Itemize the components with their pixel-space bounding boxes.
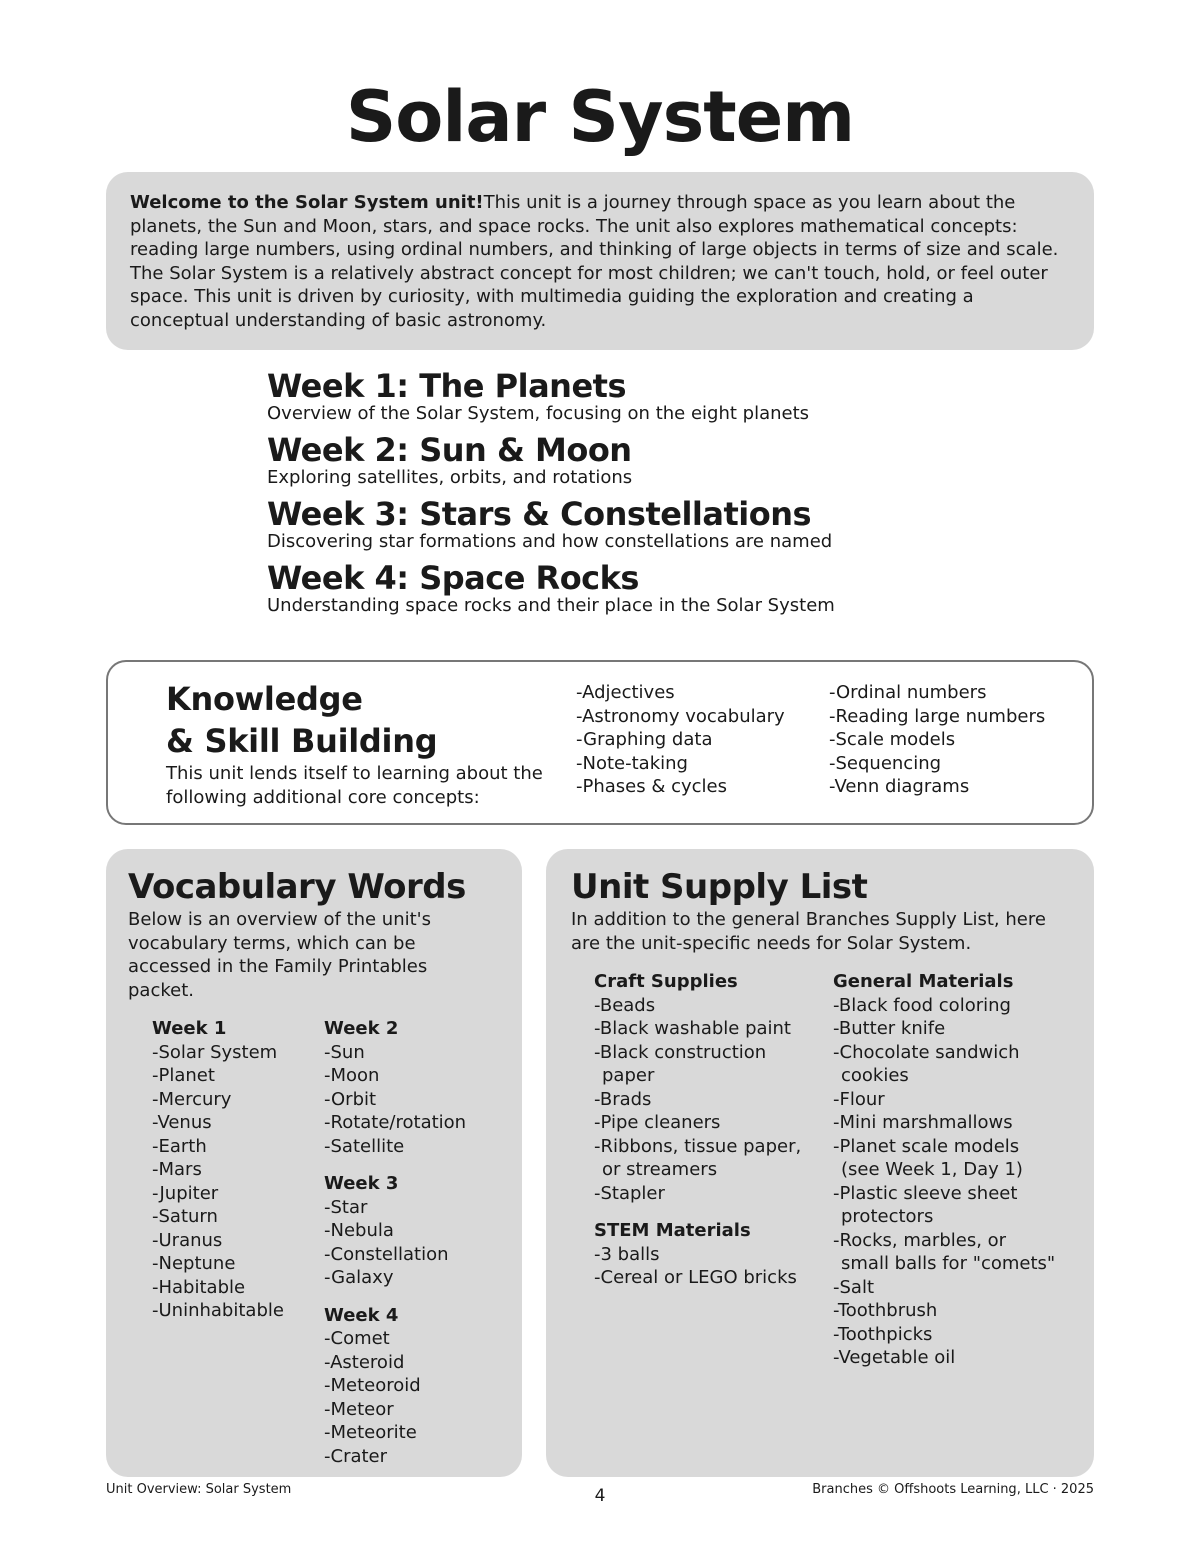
list-item: -Salt xyxy=(833,1276,875,1298)
week-title: Week 4: Space Rocks xyxy=(267,559,639,597)
list-item: -Black construction xyxy=(594,1041,767,1063)
list-item: -Galaxy xyxy=(324,1267,394,1288)
list-item: protectors xyxy=(841,1206,934,1227)
week-desc: Discovering star formations and how constellations are named xyxy=(267,531,833,552)
list-item: -Habitable xyxy=(152,1276,246,1298)
week-title: Week 3: Stars & Constellations xyxy=(267,495,812,533)
list-item: -Flour xyxy=(833,1088,885,1110)
list-item: -Mini marshmallows xyxy=(833,1112,1013,1133)
intro-box xyxy=(106,172,1094,350)
concept-item: -Sequencing xyxy=(829,752,942,774)
concept-item: -Adjectives xyxy=(576,682,675,703)
list-item: small balls for "comets" xyxy=(841,1253,1056,1274)
group-heading: Week 2 xyxy=(324,1018,399,1039)
supply-panel xyxy=(546,849,1094,1477)
ksb-concepts-col2 xyxy=(829,681,1045,799)
list-item: (see Week 1, Day 1) xyxy=(841,1159,1023,1180)
spacer xyxy=(594,1205,801,1219)
list-item: -Mars xyxy=(152,1159,202,1180)
list-item: -Saturn xyxy=(152,1206,218,1227)
list-item: -Sun xyxy=(324,1041,365,1063)
list-item: -Meteoroid xyxy=(324,1375,421,1396)
week-4 xyxy=(267,560,1027,616)
week-2 xyxy=(267,432,1027,488)
list-item: -Meteorite xyxy=(324,1422,417,1443)
list-item: -Crater xyxy=(324,1445,388,1467)
list-item: -Uranus xyxy=(152,1229,223,1251)
supply-description: In addition to the general Branches Supply List, here are the unit-specific needs for Solar System. xyxy=(571,909,1046,954)
list-item: -Rotate/rotation xyxy=(324,1112,467,1133)
vocab-col-week1 xyxy=(152,1017,284,1323)
concept-item: -Phases & cycles xyxy=(576,776,727,797)
list-item: -Solar System xyxy=(152,1041,278,1063)
supply-title: Unit Supply List xyxy=(571,867,868,907)
ksb-title xyxy=(166,678,437,762)
group-heading: Week 4 xyxy=(324,1304,399,1326)
list-item: -Jupiter xyxy=(152,1182,219,1204)
vocabulary-panel xyxy=(106,849,522,1477)
list-item: -Rocks, marbles, or xyxy=(833,1229,1007,1251)
list-item: -Black washable paint xyxy=(594,1018,791,1039)
concept-item: -Venn diagrams xyxy=(829,776,970,797)
vocab-col-weeks2-4 xyxy=(324,1017,466,1468)
list-item: -Toothpicks xyxy=(833,1323,933,1345)
list-item: or streamers xyxy=(602,1159,718,1180)
list-item: -Mercury xyxy=(152,1088,232,1110)
vocabulary-title: Vocabulary Words xyxy=(128,867,466,907)
list-item: -Chocolate sandwich xyxy=(833,1041,1020,1063)
list-item: -Cereal or LEGO bricks xyxy=(594,1267,797,1288)
list-item: paper xyxy=(602,1065,655,1086)
concept-item: -Astronomy vocabulary xyxy=(576,705,785,727)
group-heading: Week 3 xyxy=(324,1173,399,1194)
list-item: -Brads xyxy=(594,1088,652,1110)
footer-copyright: Branches © Offshoots Learning, LLC · 2025 xyxy=(812,1482,1094,1497)
weeks-overview xyxy=(267,368,1027,624)
list-item: -Ribbons, tissue paper, xyxy=(594,1135,802,1157)
supply-col-right xyxy=(833,970,1055,1370)
concept-item: -Scale models xyxy=(829,729,956,750)
page-number: 4 xyxy=(594,1486,606,1506)
group-heading: STEM Materials xyxy=(594,1220,751,1241)
list-item: -Satellite xyxy=(324,1135,405,1157)
concept-item: -Graphing data xyxy=(576,729,713,750)
list-item: cookies xyxy=(841,1065,909,1086)
spacer xyxy=(324,1158,466,1172)
concept-item: -Note-taking xyxy=(576,752,688,774)
ksb-description: This unit lends itself to learning about the following additional core concepts: xyxy=(166,763,543,808)
week-3 xyxy=(267,496,1027,552)
list-item: -Moon xyxy=(324,1065,380,1086)
list-item: -Vegetable oil xyxy=(833,1347,956,1368)
week-1 xyxy=(267,368,1027,424)
intro-bold: Welcome to the Solar System unit! xyxy=(130,192,484,213)
page-title: Solar System xyxy=(345,76,855,158)
list-item: -Meteor xyxy=(324,1398,394,1420)
knowledge-skill-box xyxy=(106,660,1094,825)
list-item: -Uninhabitable xyxy=(152,1300,284,1321)
group-heading: Week 1 xyxy=(152,1018,227,1039)
concept-item: -Ordinal numbers xyxy=(829,682,987,703)
supply-col-left xyxy=(594,970,801,1290)
list-item: -Asteroid xyxy=(324,1351,405,1373)
group-heading: General Materials xyxy=(833,971,1014,992)
week-desc: Exploring satellites, orbits, and rotations xyxy=(267,467,633,488)
list-item: -Planet xyxy=(152,1065,215,1086)
list-item: -Star xyxy=(324,1196,368,1218)
week-desc: Understanding space rocks and their place in the Solar System xyxy=(267,595,835,616)
list-item: -Constellation xyxy=(324,1243,449,1265)
list-item: -3 balls xyxy=(594,1243,660,1265)
concept-item: -Reading large numbers xyxy=(829,705,1046,727)
footer-unit-label: Unit Overview: Solar System xyxy=(106,1482,292,1497)
list-item: -Venus xyxy=(152,1112,212,1133)
list-item: -Toothbrush xyxy=(833,1300,938,1321)
ksb-title-line2: & Skill Building xyxy=(166,722,438,760)
week-desc: Overview of the Solar System, focusing on the eight planets xyxy=(267,403,810,424)
list-item: -Butter knife xyxy=(833,1018,946,1039)
list-item: -Plastic sleeve sheet xyxy=(833,1182,1018,1204)
list-item: -Stapler xyxy=(594,1182,665,1204)
list-item: -Orbit xyxy=(324,1088,377,1110)
list-item: -Pipe cleaners xyxy=(594,1112,721,1133)
list-item: -Black food coloring xyxy=(833,994,1011,1016)
vocabulary-description: Below is an overview of the unit's vocabulary terms, which can be accessed in the Family Printables packet. xyxy=(128,909,431,1001)
week-title: Week 2: Sun & Moon xyxy=(267,431,632,469)
spacer xyxy=(324,1290,466,1304)
list-item: -Planet scale models xyxy=(833,1135,1020,1157)
week-title: Week 1: The Planets xyxy=(267,367,626,405)
group-heading: Craft Supplies xyxy=(594,971,738,992)
list-item: -Comet xyxy=(324,1328,390,1349)
ksb-title-line1: Knowledge xyxy=(166,680,363,718)
list-item: -Beads xyxy=(594,994,656,1016)
intro-text: This unit is a journey through space as you learn about the planets, the Sun and Moon, stars, and space rocks. The unit also explores mathematical concepts: reading large numbers, using ordinal numbers, and thinking of large objects in terms of size and scale. The Solar System is a relatively abstract concept for most children; we can't touch, hold, or feel outer space. This unit is driven by curiosity, with multimedia guiding the exploration and creating a conceptual understanding of basic astronomy. xyxy=(130,192,1059,331)
list-item: -Nebula xyxy=(324,1220,394,1241)
list-item: -Earth xyxy=(152,1135,207,1157)
list-item: -Neptune xyxy=(152,1253,236,1274)
ksb-concepts-col1 xyxy=(576,681,785,799)
